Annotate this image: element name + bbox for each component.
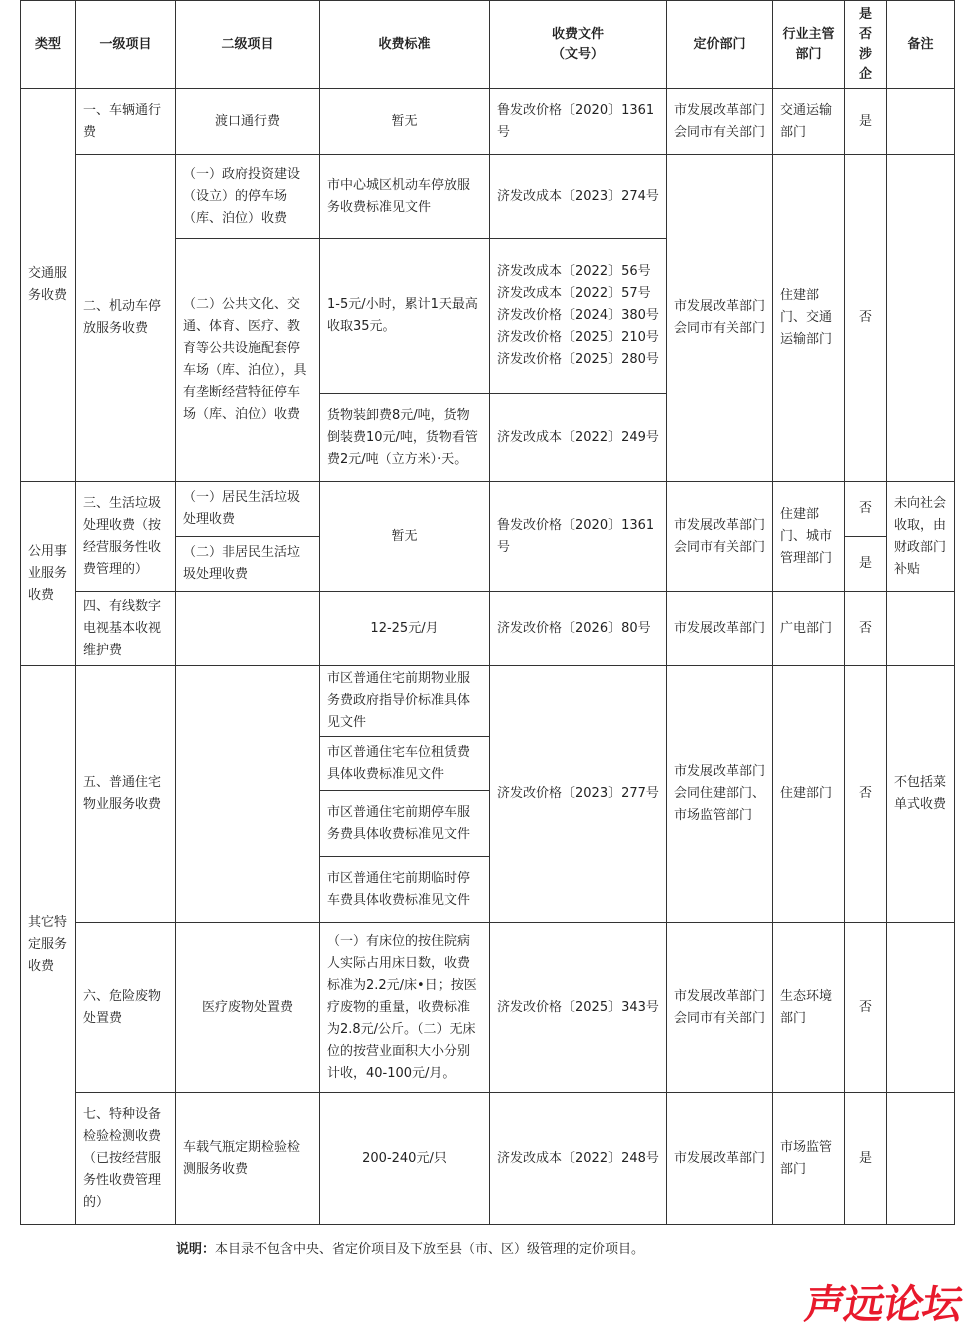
doc-cell: 鲁发改价格〔2020〕1361号	[490, 89, 667, 155]
header-level2: 二级项目	[176, 1, 320, 89]
involves-ent-cell: 是	[845, 537, 887, 592]
fee-table	[20, 0, 955, 1225]
remark-cell: 未向社会收取，由财政部门补贴	[887, 482, 955, 592]
standard-cell: 市区普通住宅前期物业服务费政府指导价标准具体见文件	[320, 666, 490, 737]
level1-cell: 七、特种设备检验检测收费（已按经营服务性收费管理的）	[76, 1093, 176, 1225]
pricing-dept-cell: 市发展改革部门会同市有关部门	[667, 155, 773, 482]
standard-cell: （一）有床位的按住院病人实际占用床日数，收费标准为2.2元/床•日；按医疗废物的重量，收费标准为2.8元/公斤。（二）无床位的按营业面积大小分别计收，40-100元/月。	[320, 923, 490, 1093]
level1-cell: 五、普通住宅物业服务收费	[76, 666, 176, 923]
standard-cell: 市区普通住宅前期停车服务费具体收费标准见文件	[320, 791, 490, 857]
standard-cell: 暂无	[320, 89, 490, 155]
watermark-logo: 声远论坛	[801, 1282, 966, 1328]
level2-cell: （一）政府投资建设（设立）的停车场（库、泊位）收费	[176, 155, 320, 239]
header-doc: 收费文件 （文号）	[490, 1, 667, 89]
header-type: 类型	[21, 1, 76, 89]
doc-cell: 济发改价格〔2023〕277号	[490, 666, 667, 923]
header-industry-dept: 行业主管部门	[773, 1, 845, 89]
involves-ent-cell: 否	[845, 482, 887, 537]
pricing-dept-cell: 市发展改革部门	[667, 592, 773, 666]
pricing-dept-cell: 市发展改革部门会同市有关部门	[667, 482, 773, 592]
standard-cell: 市中心城区机动车停放服务收费标准见文件	[320, 155, 490, 239]
table-row	[21, 1093, 955, 1225]
pricing-dept-cell: 市发展改革部门	[667, 1093, 773, 1225]
industry-dept-cell: 住建部门	[773, 666, 845, 923]
pricing-dept-cell: 市发展改革部门会同市有关部门	[667, 89, 773, 155]
doc-cell: 鲁发改价格〔2020〕1361号	[490, 482, 667, 592]
doc-cell: 济发改价格〔2026〕80号	[490, 592, 667, 666]
category-traffic: 交通服务收费	[21, 89, 76, 482]
standard-cell: 1-5元/小时，累计1天最高收取35元。	[320, 239, 490, 394]
level2-cell: （二）公共文化、交通、体育、医疗、教育等公共设施配套停车场（库、泊位），具有垄断经营特征停车场（库、泊位）收费	[176, 239, 320, 482]
involves-ent-cell: 否	[845, 923, 887, 1093]
involves-ent-cell: 是	[845, 89, 887, 155]
remark-cell	[887, 923, 955, 1093]
involves-ent-cell: 否	[845, 592, 887, 666]
category-public: 公用事业服务收费	[21, 482, 76, 666]
doc-cell: 济发改成本〔2023〕274号	[490, 155, 667, 239]
level1-cell: 二、机动车停放服务收费	[76, 155, 176, 482]
table-row	[21, 89, 955, 155]
standard-cell: 市区普通住宅车位租赁费具体收费标准见文件	[320, 737, 490, 791]
doc-cell: 济发改成本〔2022〕249号	[490, 394, 667, 482]
level1-cell: 四、有线数字电视基本收视维护费	[76, 592, 176, 666]
industry-dept-cell: 生态环境部门	[773, 923, 845, 1093]
level2-cell	[176, 666, 320, 923]
remark-cell	[887, 89, 955, 155]
level2-cell: （二）非居民生活垃圾处理收费	[176, 537, 320, 592]
footnote	[176, 1238, 644, 1257]
footnote-label: 说明：	[176, 1242, 216, 1257]
industry-dept-cell: 住建部门、交通运输部门	[773, 155, 845, 482]
header-level1: 一级项目	[76, 1, 176, 89]
standard-cell: 200-240元/只	[320, 1093, 490, 1225]
table-row	[21, 482, 955, 537]
remark-cell	[887, 592, 955, 666]
header-row	[21, 1, 955, 89]
pricing-dept-cell: 市发展改革部门会同市有关部门	[667, 923, 773, 1093]
level1-cell: 一、车辆通行费	[76, 89, 176, 155]
level2-cell: 渡口通行费	[176, 89, 320, 155]
table-row	[21, 592, 955, 666]
level1-cell: 六、危险废物处置费	[76, 923, 176, 1093]
industry-dept-cell: 住建部门、城市管理部门	[773, 482, 845, 592]
level1-cell: 三、生活垃圾处理收费（按经营服务性收费管理的）	[76, 482, 176, 592]
standard-cell: 市区普通住宅前期临时停车费具体收费标准见文件	[320, 857, 490, 923]
industry-dept-cell: 市场监管部门	[773, 1093, 845, 1225]
table-row	[21, 155, 955, 239]
remark-cell	[887, 1093, 955, 1225]
industry-dept-cell: 交通运输部门	[773, 89, 845, 155]
header-standard: 收费标准	[320, 1, 490, 89]
industry-dept-cell: 广电部门	[773, 592, 845, 666]
level2-cell	[176, 592, 320, 666]
standard-cell: 暂无	[320, 482, 490, 592]
involves-ent-cell: 否	[845, 155, 887, 482]
footnote-text: 本目录不包含中央、省定价项目及下放至县（市、区）级管理的定价项目。	[215, 1242, 645, 1257]
category-other: 其它特定服务收费	[21, 666, 76, 1225]
level2-cell: 车载气瓶定期检验检测服务收费	[176, 1093, 320, 1225]
header-involves-ent: 是否涉企	[845, 1, 887, 89]
table-row	[21, 666, 955, 737]
standard-cell: 货物装卸费8元/吨，货物倒装费10元/吨，货物看管费2元/吨（立方米）·天。	[320, 394, 490, 482]
table-row	[21, 923, 955, 1093]
level2-cell: （一）居民生活垃圾处理收费	[176, 482, 320, 537]
doc-cell: 济发改成本〔2022〕248号	[490, 1093, 667, 1225]
pricing-dept-cell: 市发展改革部门会同住建部门、市场监管部门	[667, 666, 773, 923]
header-remark: 备注	[887, 1, 955, 89]
remark-cell	[887, 155, 955, 482]
involves-ent-cell: 是	[845, 1093, 887, 1225]
involves-ent-cell: 否	[845, 666, 887, 923]
remark-cell: 不包括菜单式收费	[887, 666, 955, 923]
header-pricing-dept: 定价部门	[667, 1, 773, 89]
doc-cell: 济发改价格〔2025〕343号	[490, 923, 667, 1093]
standard-cell: 12-25元/月	[320, 592, 490, 666]
level2-cell: 医疗废物处置费	[176, 923, 320, 1093]
doc-cell: 济发改成本〔2022〕56号 济发改成本〔2022〕57号 济发改价格〔2024〕380号 济发改价格〔2025〕210号 济发改价格〔2025〕280号	[490, 239, 667, 394]
